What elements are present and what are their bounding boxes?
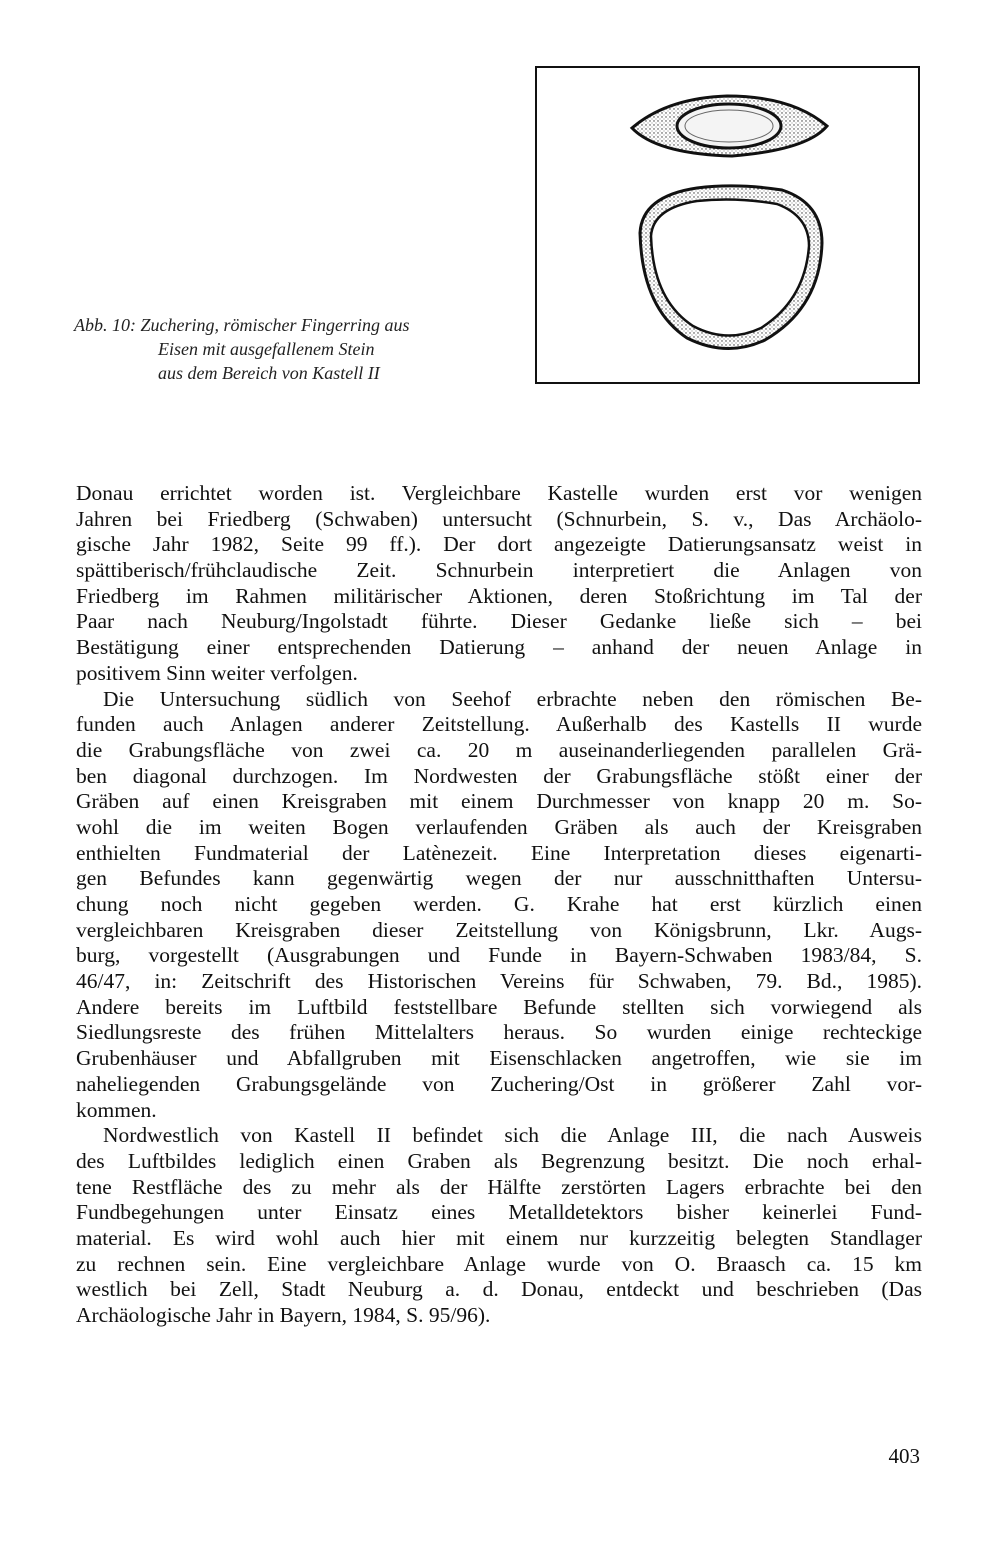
text-line: Siedlungsreste des frühen Mittelalters heraus. So wurden einige rechteckige	[76, 1020, 922, 1045]
text-line: Nordwestlich von Kastell II befindet sich die Anlage III, die nach Ausweis	[103, 1123, 922, 1148]
body-text	[76, 481, 922, 1329]
text-line: des Luftbildes lediglich einen Graben als Begrenzung besitzt. Die noch erhal-	[76, 1148, 922, 1173]
text-line: burg, vorgestellt (Ausgrabungen und Funde in Bayern-Schwaben 1983/84, S.	[76, 943, 922, 968]
text-line: ben diagonal durchzogen. Im Nordwesten der Grabungsfläche stößt einer der	[76, 763, 922, 788]
text-line: Donau errichtet worden ist. Vergleichbare Kastelle wurden erst vor wenigen	[76, 481, 922, 505]
text-line: Paar nach Neuburg/Ingolstadt führte. Dieser Gedanke ließe sich – bei	[76, 609, 922, 634]
text-line: zu rechnen sein. Eine vergleichbare Anlage wurde von O. Braasch ca. 15 km	[76, 1251, 922, 1276]
text-line: Gräben auf einen Kreisgraben mit einem Durchmesser von knapp 20 m. So-	[76, 789, 922, 814]
text-line: die Grabungsfläche von zwei ca. 20 m auseinanderliegenden parallelen Grä-	[76, 737, 922, 762]
paragraph-1	[76, 481, 922, 687]
text-line: chung noch nicht gegeben werden. G. Krahe hat erst kürzlich einen	[76, 892, 922, 916]
text-line: gische Jahr 1982, Seite 99 ff.). Der dort angezeigte Datierungsansatz weist in	[76, 532, 922, 557]
text-line: vergleichbaren Kreisgraben dieser Zeitstellung von Königsbrunn, Lkr. Augs-	[76, 917, 922, 942]
text-line: Friedberg im Rahmen militärischer Aktionen, deren Stoßrichtung im Tal der	[76, 583, 922, 608]
text-line: Fundbegehungen unter Einsatz eines Metalldetektors bisher keinerlei Fund-	[76, 1200, 922, 1225]
text-line: material. Es wird wohl auch hier mit einem nur kurzzeitig belegten Standlager	[76, 1225, 922, 1250]
caption-line: aus dem Bereich von Kastell II	[158, 363, 380, 383]
text-line: Die Untersuchung südlich von Seehof erbrachte neben den römischen Be-	[103, 686, 922, 711]
caption-line: Eisen mit ausgefallenem Stein	[158, 339, 375, 359]
page-number: 403	[888, 1444, 920, 1468]
paragraph-2	[76, 687, 922, 1124]
text-line: Jahren bei Friedberg (Schwaben) untersucht (Schnurbein, S. v., Das Archäolo-	[76, 506, 922, 531]
ring-side-view	[640, 186, 822, 349]
text-line: positivem Sinn weiter verfolgen.	[76, 660, 358, 685]
text-line: wohl die im weiten Bogen verlaufenden Gräben als auch der Kreisgraben	[76, 814, 922, 839]
text-line: naheliegenden Grabungsgelände von Zuchering/Ost in größerer Zahl vor-	[76, 1071, 922, 1096]
text-line: 46/47, in: Zeitschrift des Historischen Vereins für Schwaben, 79. Bd., 1985).	[76, 969, 922, 994]
figure-ring-drawing	[535, 66, 920, 384]
ring-top-view	[632, 96, 827, 156]
caption-line: Abb. 10: Zuchering, römischer Fingerring aus	[74, 315, 410, 335]
text-line: gen Befundes kann gegenwärtig wegen der nur ausschnitthaften Untersu-	[76, 866, 922, 891]
text-line: tene Restfläche des zu mehr als der Hälfte zerstörten Lagers erbrachte bei den	[76, 1174, 922, 1199]
text-line: Archäologische Jahr in Bayern, 1984, S. 95/96).	[76, 1303, 491, 1327]
text-line: spättiberisch/frühclaudische Zeit. Schnurbein interpretiert die Anlagen von	[76, 558, 922, 583]
text-line: Bestätigung einer entsprechenden Datierung – anhand der neuen Anlage in	[76, 635, 922, 660]
text-line: Andere bereits im Luftbild feststellbare Befunde stellten sich vorwiegend als	[76, 994, 922, 1019]
text-line: funden auch Anlagen anderer Zeitstellung. Außerhalb des Kastells II wurde	[76, 712, 922, 737]
figure-caption	[74, 313, 514, 385]
text-line: enthielten Fundmaterial der Latènezeit. Eine Interpretation dieses eigenarti-	[76, 840, 922, 865]
text-line: kommen.	[76, 1097, 157, 1122]
text-line: Grubenhäuser und Abfallgruben mit Eisenschlacken angetroffen, wie sie im	[76, 1046, 922, 1071]
ring-illustration	[537, 68, 918, 382]
text-line: westlich bei Zell, Stadt Neuburg a. d. Donau, entdeckt und beschrieben (Das	[76, 1277, 922, 1302]
paragraph-3	[76, 1123, 922, 1329]
